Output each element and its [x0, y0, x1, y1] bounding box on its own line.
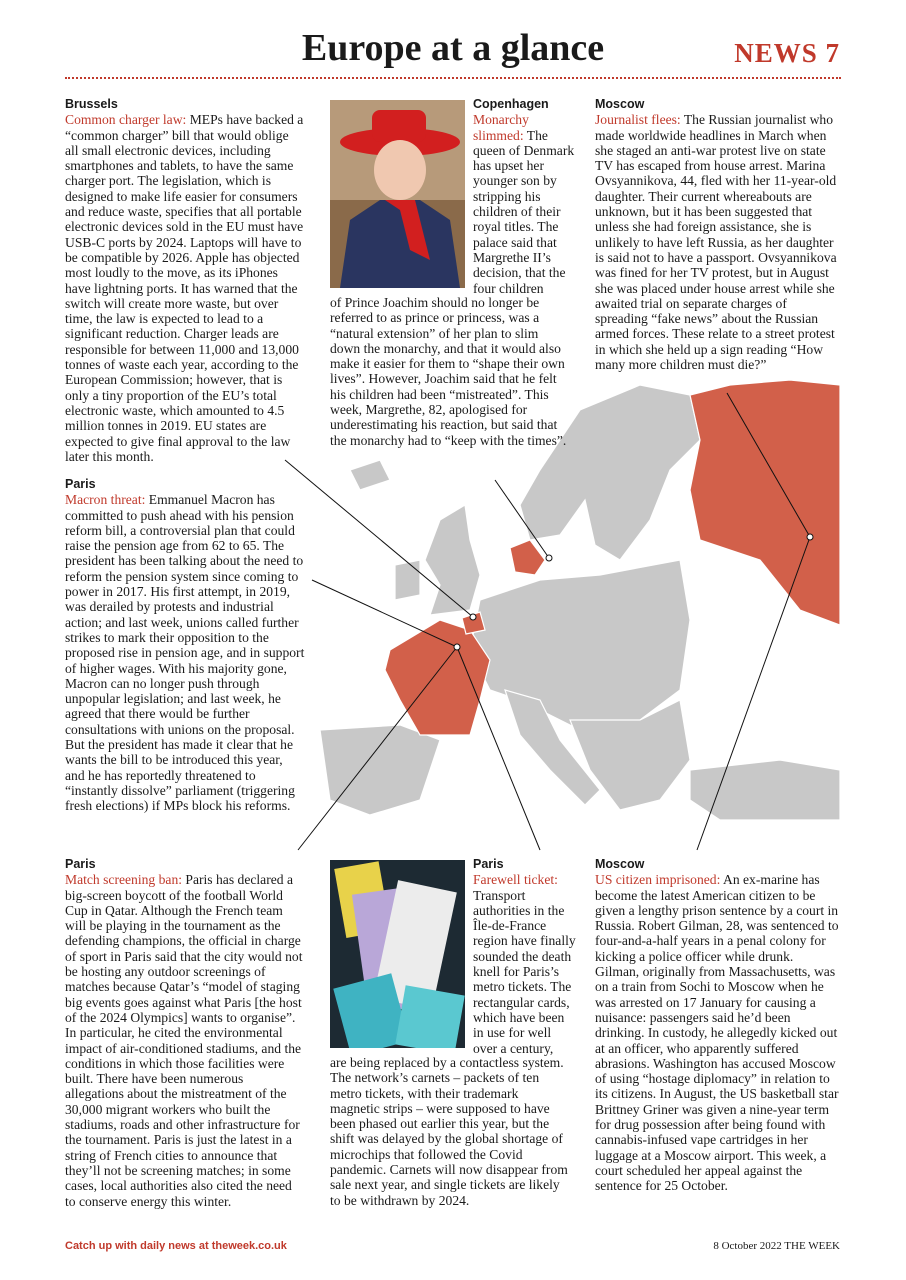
- story-body: The queen of Denmark has upset her younger son by stripping his children of their royal titles. The palace said that Margrethe II’s decision, that the four children: [473, 127, 575, 296]
- section-label: NEWS 7: [734, 38, 840, 68]
- map-russia: [690, 380, 840, 625]
- marker-copenhagen: [546, 555, 552, 561]
- map-ireland: [395, 560, 420, 600]
- story-headline: Match screening ban:: [65, 872, 183, 888]
- page-title: Europe at a glance: [301, 27, 605, 69]
- map-turkey: [690, 760, 840, 820]
- story-moscow-journalist: [595, 97, 840, 372]
- footer-link[interactable]: Catch up with daily news at theweek.co.uk: [65, 1240, 287, 1252]
- map-france: [385, 620, 490, 735]
- story-location: Copenhagen: [473, 97, 549, 111]
- marker-paris: [454, 644, 460, 650]
- divider: [65, 77, 841, 79]
- story-moscow-gilman: [595, 857, 840, 1194]
- story-body: Paris has declared a big-screen boycott of the football World Cup in Qatar. Although the French team will be playing in the tournament as the defending champions, the official in charge of sport in Paris said that the city would not be hosting any outdoor screenings of matches because Qatar’s “model of staging big events goes against what Paris [the host of the 2024 Olympics] wants to organise”. In particular, he cited the environmental impact of air-conditioned stadiums, and the conditions in which those facilities were built. There have been numerous allegations about the mistreatment of the 30,000 migrant workers who built the stadiums, roads and other infrastructure for the tournament. Paris is just the latest in a string of French cities to announce that they’ll not be screening matches; in some cases, local authorities also cited the need to conserve energy this winter.: [65, 872, 303, 1209]
- story-body: Transport authorities in the Île-de-France region have finally sounded the death knell for Paris’s metro tickets. The rectangular cards, which have been in use for well over a century,: [473, 887, 576, 1056]
- story-paris-ticket-cont: are being replaced by a contactless system. The network’s carnets – packets of ten metro tickets, with their trademark magnetic strips – were supposed to have been phased out earlier this year, but the shift was delayed by the global shortage of microchips that followed the Covid pandemic. Carnets will now disappear from sale next year, and single tickets are likely to be withdrawn by 2024.: [330, 1055, 568, 1208]
- story-location: Paris: [65, 857, 96, 871]
- story-location: Paris: [65, 477, 96, 491]
- story-body: MEPs have backed a “common charger” bill that would oblige all small electronic devices, including smartphones and tablets, to have the same charger port. The legislation, which is designed to make life easier for consumers and reduce waste, specifies that all portable electronic devices sold in the EU must have USB-C ports by 2024. Laptops will have to be compatible by 2026. Apple has objected most loudly to the move, as its iPhones have lightning ports. It has warned that the switch will create more waste, but over time, the law is expected to lead to a significant reduction. Charger leads are responsible for between 11,000 and 13,000 tonnes of waste each year, according to the European Commission; however, that is only a tiny proportion of the EU’s total electronic waste, which amounted to 4.5 million tonnes in 2019. EU states are expected to give final approval to the law later this month.: [65, 112, 304, 464]
- story-copenhagen-cont: of Prince Joachim should no longer be referred to as prince or princess, was a “natural extension” of her plan to slim down the monarchy, and that it would also make it easier for them to “shape their own lives”. However, Joachim said that he felt his children had been “mistreated”. This week, Margrethe, 82, apologised for underestimating his reaction, but said that the monarchy had to “keep with the times”.: [330, 295, 567, 448]
- story-headline: Farewell ticket:: [473, 872, 558, 888]
- metro-tickets-photo: [330, 860, 465, 1048]
- story-location: Brussels: [65, 97, 118, 111]
- story-location: Moscow: [595, 97, 645, 111]
- story-copenhagen: [473, 97, 578, 296]
- story-headline: Common charger law:: [65, 112, 187, 128]
- marker-brussels: [470, 614, 476, 620]
- map-uk: [425, 505, 480, 615]
- story-headline: US citizen imprisoned:: [595, 872, 721, 888]
- story-headline: Journalist flees:: [595, 112, 681, 128]
- story-location: Moscow: [595, 857, 645, 871]
- story-headline: Macron threat:: [65, 492, 146, 508]
- story-body: An ex-marine has become the latest American citizen to be given a lengthy prison sentence by a court in Russia. Robert Gilman, 28, was sentenced to four-and-a-half years in a penal colony for kicking a police officer while drunk. Gilman, originally from Massachusetts, was on a train from Sochi to Moscow when he was arrested on 17 January for causing a nuisance: passengers said he’d been drinking. In custody, he allegedly kicked out at an officer, who apparently suffered abrasions. Washington has accused Moscow of using “hostage diplomacy” in relation to its citizens. In August, the US basketball star Brittney Griner was given a nine-year term for drug possession after being found with cannabis-infused vape cartridges in her luggage at a Moscow airport. This week, a court scheduled her appeal against the sentence for 25 October.: [595, 872, 839, 1194]
- story-body: The Russian journalist who made worldwide headlines in March when she staged an anti-war protest live on state TV has escaped from house arrest. Marina Ovsyannikova, 44, fled with her 11-year-old daughter. Their current whereabouts are unknown, but it has been suggested that unless she had foreign assistance, she is unlikely to have left Russia, as her daughter is said not to have a passport. Ovsyannikova was fined for her TV protest, but in August she was placed under house arrest while she awaited trial on separate charges of spreading “fake news” about the Russian armed forces. These relate to a street protest in which she held up a sign reading “How many more children must die?”: [595, 112, 837, 373]
- queen-margrethe-photo: [330, 100, 465, 288]
- marker-moscow: [807, 534, 813, 540]
- story-body: Emmanuel Macron has committed to push ahead with his pension reform bill, a controversial plan that could raise the pension age from 62 to 65. The president has been talking about the need to reform the pension system since coming to power in 2017. His first attempt, in 2019, was derailed by protests and industrial action; and last week, unions called further strikes to mark their opposition to the proposed rise in pension age, and in support of higher wages. With his majority gone, Macron can no longer push through unpopular legislation; and last week, he agreed that there would be further consultations with unions on the proposal. But the president has made it clear that he wants the bill to be introduced this year, and he has reportedly threatened to “instantly dissolve” parliament (triggering fresh elections) if MPs block his reforms.: [65, 492, 305, 814]
- map-iberia: [320, 725, 440, 815]
- story-paris-macron: [65, 477, 305, 814]
- story-location: Paris: [473, 857, 504, 871]
- story-brussels: [65, 97, 305, 464]
- story-paris-ticket: [473, 857, 578, 1056]
- footer-date: 8 October 2022 THE WEEK: [713, 1240, 840, 1252]
- story-headline: Monarchy slimmed:: [473, 112, 529, 143]
- map-iceland: [350, 460, 390, 490]
- story-paris-screening: [65, 857, 305, 1209]
